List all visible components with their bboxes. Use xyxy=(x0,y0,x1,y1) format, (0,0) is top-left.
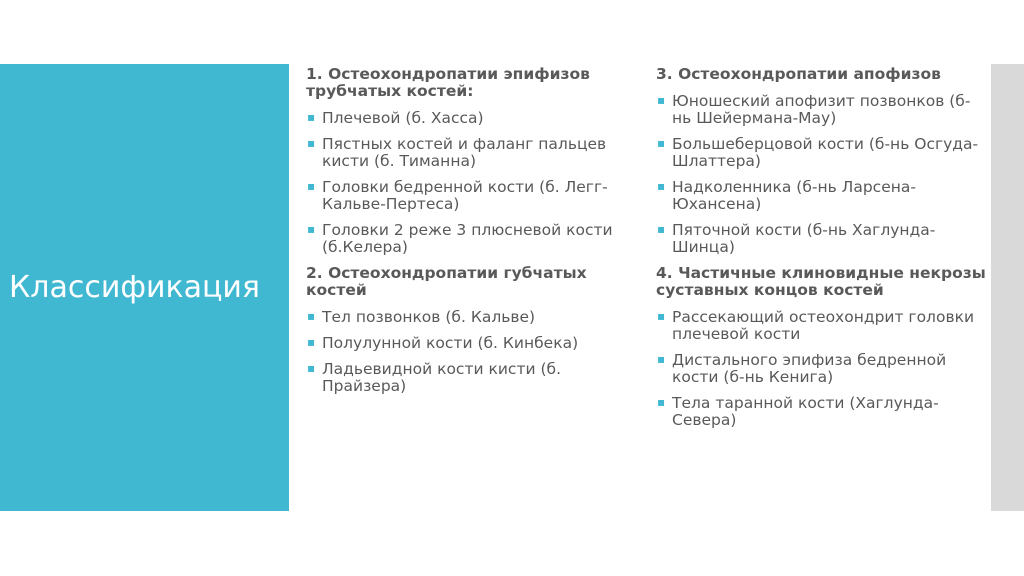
list-item-text: Плечевой (б. Хасса) xyxy=(322,109,484,127)
list-item-text: Головки бедренной кости (б. Легг-Кальве-Пертеса) xyxy=(322,178,608,213)
section-heading: 1. Остеохондропатии эпифизов трубчатых костей: xyxy=(306,65,590,100)
list-item-text: Пястных костей и фаланг пальцев кисти (б. Тиманна) xyxy=(322,135,607,170)
list-item xyxy=(656,395,988,429)
list-item xyxy=(656,309,988,343)
bullet-icon: ▪ xyxy=(657,309,666,323)
list-item xyxy=(306,222,644,256)
list-item-text: Тела таранной кости (Хаглунда-Севера) xyxy=(672,394,939,429)
list-item-text: Пяточной кости (б-нь Хаглунда-Шинца) xyxy=(672,221,936,256)
list-item xyxy=(306,335,644,352)
list-item-text: Дистального эпифиза бедренной кости (б-нь Кенига) xyxy=(672,351,947,386)
bullet-icon: ▪ xyxy=(657,222,666,236)
section-heading: 3. Остеохондропатии апофизов xyxy=(656,65,941,83)
list-item-text: Полулунной кости (б. Кинбека) xyxy=(322,334,579,352)
list-item xyxy=(656,93,988,127)
list-item-text: Большеберцовой кости (б-нь Осгуда-Шлаттера) xyxy=(672,135,979,170)
bullet-icon: ▪ xyxy=(657,395,666,409)
list-item-text: Надколенника (б-нь Ларсена-Юхансена) xyxy=(672,178,916,213)
list-item xyxy=(306,309,644,326)
bullet-icon: ▪ xyxy=(657,136,666,150)
slide-title: Классификация xyxy=(9,270,260,305)
bullet-icon: ▪ xyxy=(657,179,666,193)
list-item xyxy=(656,222,988,256)
bullet-icon: ▪ xyxy=(307,136,316,150)
list-item-text: Ладьевидной кости кисти (б. Прайзера) xyxy=(322,360,562,395)
list-item xyxy=(306,361,644,395)
list-item xyxy=(306,136,644,170)
bullet-icon: ▪ xyxy=(657,352,666,366)
bullet-icon: ▪ xyxy=(307,309,316,323)
bullet-icon: ▪ xyxy=(657,93,666,107)
list-item-text: Юношеский апофизит позвонков (б-нь Шейермана-Мау) xyxy=(672,92,971,127)
left-column xyxy=(306,66,644,404)
list-item-text: Рассекающий остеохондрит головки плечевой кости xyxy=(672,308,975,343)
bullet-icon: ▪ xyxy=(307,179,316,193)
list-item xyxy=(306,110,644,127)
list-item xyxy=(306,179,644,213)
list-item xyxy=(656,179,988,213)
list-item-text: Тел позвонков (б. Кальве) xyxy=(322,308,536,326)
bullet-icon: ▪ xyxy=(307,361,316,375)
list-item xyxy=(656,136,988,170)
section-heading: 4. Частичные клиновидные некрозы суставных концов костей xyxy=(656,264,986,299)
bullet-icon: ▪ xyxy=(307,335,316,349)
section-heading: 2. Остеохондропатии губчатых костей xyxy=(306,264,587,299)
list-item-text: Головки 2 реже 3 плюсневой кости (б.Келера) xyxy=(322,221,613,256)
bullet-icon: ▪ xyxy=(307,110,316,124)
list-item xyxy=(656,352,988,386)
side-strip xyxy=(991,64,1024,511)
bullet-icon: ▪ xyxy=(307,222,316,236)
right-column xyxy=(656,66,988,438)
